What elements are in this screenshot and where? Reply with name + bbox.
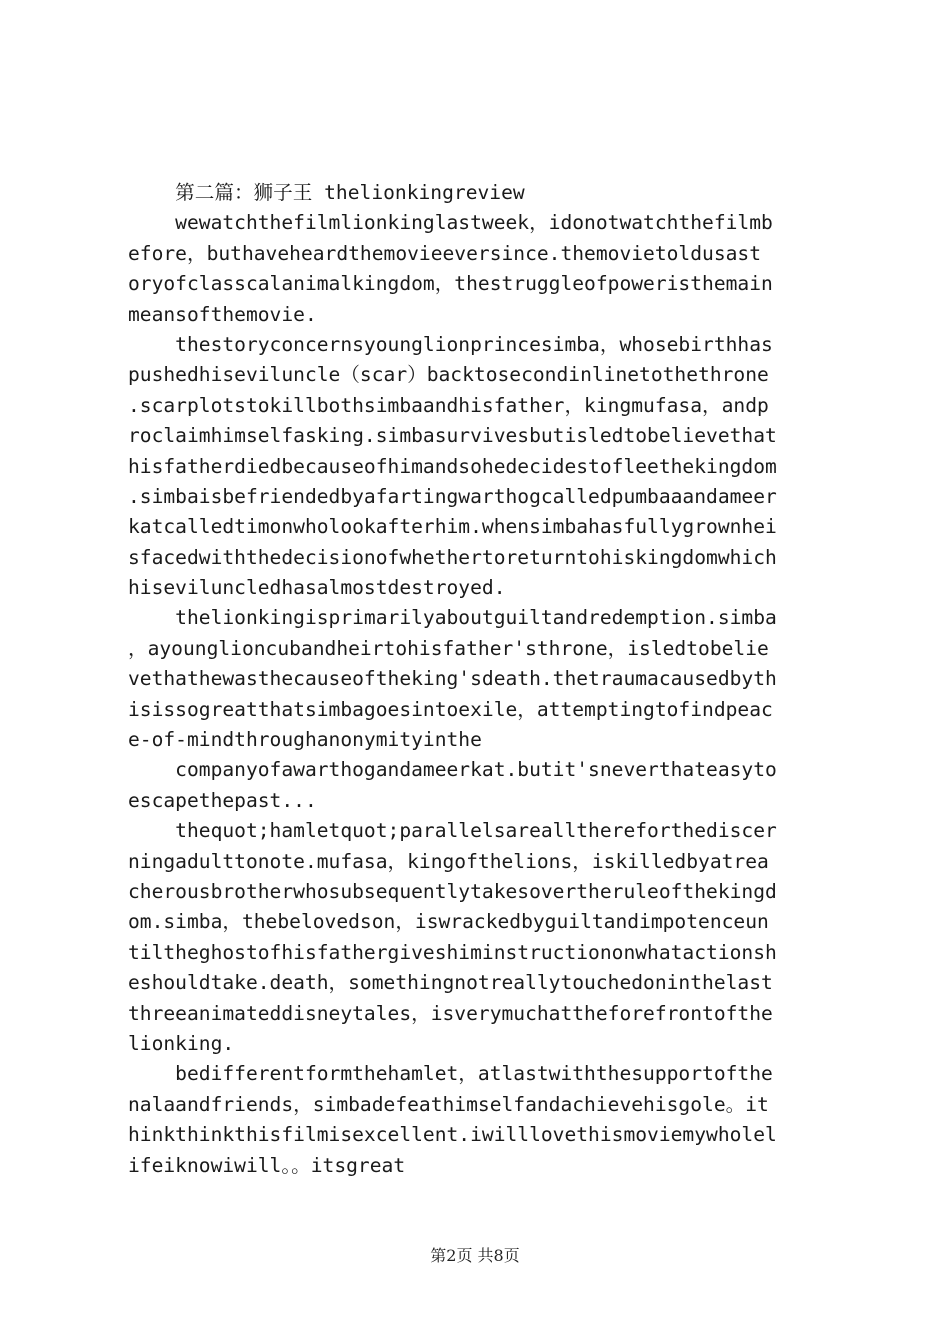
text-line: meansofthemovie. — [128, 302, 317, 326]
text-line: ifeiknowiwill。。itsgreat — [128, 1153, 406, 1177]
text-line: tiltheghostofhisfathergiveshiminstructiononwhatactionsh — [128, 940, 777, 964]
text-line: pushedhiseviluncle（scar）backtosecondinlinetothethrone — [128, 363, 769, 387]
text-line: ningadulttonote.mufasa，kingofthelions，iskilledbyatrea — [128, 849, 769, 873]
text-line: oryofclasscalanimalkingdom，thestruggleofpoweristhemain — [128, 272, 773, 296]
text-line: thelionkingisprimarilyaboutguiltandredemption.simba — [128, 606, 777, 630]
document-title: 第二篇：狮子王 thelionkingreview — [128, 181, 525, 204]
text-line: companyofawarthogandameerkat.butit'sneverthateasyto — [128, 758, 777, 782]
text-line: isissogreatthatsimbagoesintoexile，attemptingtofindpeac — [128, 697, 773, 721]
text-line: efore，buthaveheardthemovieeversince.themovietoldusast — [128, 241, 762, 265]
text-line: .simbaisbefriendedbyafartingwarthogcalledpumbaaandameer — [128, 484, 777, 508]
text-line: katcalledtimonwholookafterhim.whensimbahasfullygrownhei — [128, 515, 777, 539]
document-body — [128, 178, 833, 1181]
text-line: threeanimateddisneytales，isverymuchattheforefrontofthe — [128, 1001, 773, 1025]
text-line: om.simba，thebelovedson，iswrackedbyguiltandimpotenceun — [128, 910, 769, 934]
text-line: wewatchthefilmlionkinglastweek，idonotwatchthefilmb — [128, 211, 773, 235]
text-line: ，ayounglioncubandheirtohisfather'sthrone，isledtobelie — [128, 636, 769, 660]
page-number-footer: 第2页 共8页 — [430, 1246, 520, 1265]
text-line: escapethepast... — [128, 788, 317, 812]
text-line: bedifferentformthehamlet，atlastwiththesupportofthe — [128, 1062, 773, 1086]
text-line: thestoryconcernsyounglionprincesimba，whosebirthhas — [128, 332, 773, 356]
text-line: vethathewasthecauseoftheking'sdeath.thetraumacausedbyth — [128, 667, 777, 691]
text-line: hiseviluncledhasalmostdestroyed. — [128, 576, 506, 600]
text-line: nalaandfriends，simbadefeathimselfandachievehisgole。it — [128, 1092, 769, 1116]
text-line: lionking. — [128, 1031, 235, 1055]
text-line: .scarplotstokillbothsimbaandhisfather，kingmufasa，andp — [128, 393, 769, 417]
text-line: e-of-mindthroughanonymityinthe — [128, 728, 482, 752]
text-line: cherousbrotherwhosubsequentlytakesovertheruleofthekingd — [128, 879, 777, 903]
text-line: hinkthinkthisfilmisexcellent.iwilllovethismoviemywholel — [128, 1123, 777, 1147]
text-line: eshouldtake.death，somethingnotreallytouchedoninthelast — [128, 971, 773, 995]
text-line: thequot;hamletquot;parallelsareallthereforthediscer — [128, 819, 777, 843]
text-line: sfacedwiththedecisionofwhethertoreturntohiskingdomwhich — [128, 545, 777, 569]
text-line: roclaimhimselfasking.simbasurvivesbutisledtobelievethat — [128, 424, 777, 448]
text-line: hisfatherdiedbecauseofhimandsohedecidestofleethekingdom — [128, 454, 777, 478]
